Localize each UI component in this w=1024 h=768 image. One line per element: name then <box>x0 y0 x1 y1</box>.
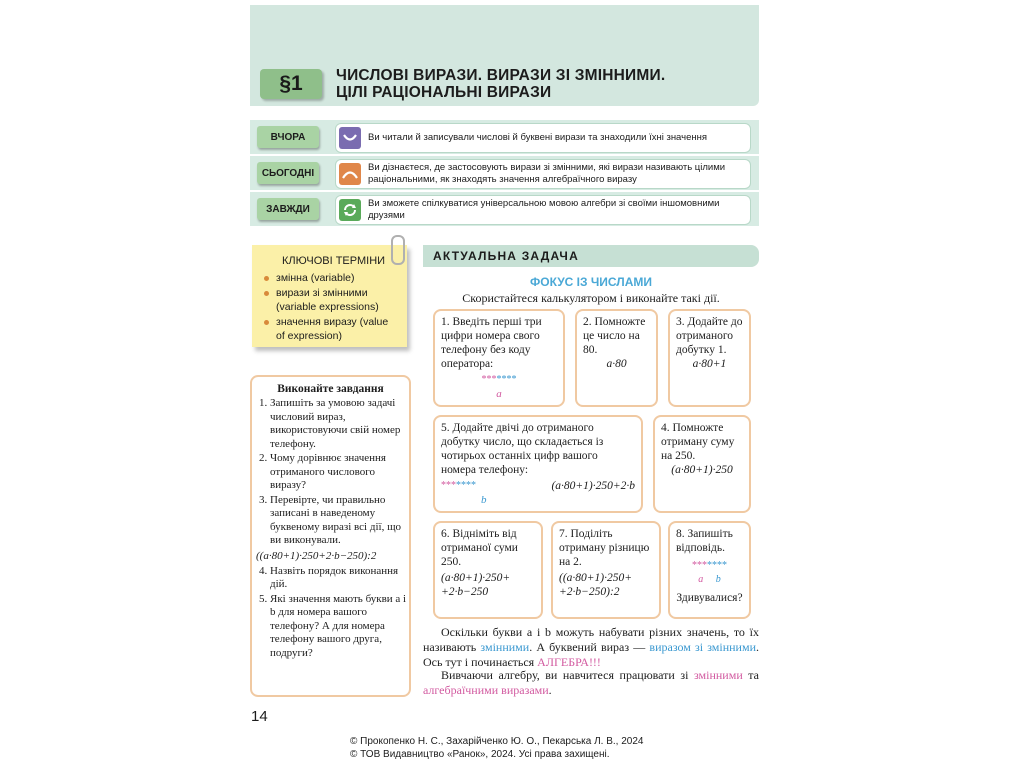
p1-highlight-expression: виразом зі змінними <box>649 640 756 654</box>
yesterday-box <box>335 123 751 153</box>
step-1-stars <box>441 373 557 387</box>
today-box <box>335 159 751 189</box>
paragraph-variables <box>423 625 759 670</box>
section-header <box>250 5 759 106</box>
p2-text-3: . <box>548 683 552 697</box>
page-number: 14 <box>251 708 268 725</box>
always-box <box>335 195 751 225</box>
step-7-expr2: +2·b−250):2 <box>559 586 620 598</box>
textbook-page <box>250 5 760 765</box>
step-8-box <box>668 521 751 619</box>
step-4-text: 4. Помножте отриману суму на 250. <box>661 422 735 462</box>
step-8-vars <box>676 573 743 587</box>
step-4-box <box>653 415 751 513</box>
row-always <box>250 192 759 226</box>
step-5-box <box>433 415 643 513</box>
step-8-question: Здивувалися? <box>676 592 743 604</box>
task-item: 4. Назвіть порядок виконання дій. <box>270 565 409 592</box>
tasks-list-cont <box>252 565 409 661</box>
task-item: 2. Чому дорівнює значення отриманого числового виразу? <box>270 452 409 493</box>
focus-intro: Скористайтеся калькулятором і виконайте такі дії. <box>462 291 720 305</box>
p1-text-2: . А буквений вираз — <box>529 640 650 654</box>
actual-task-header <box>423 245 759 267</box>
focus-title: ФОКУС ІЗ ЧИСЛАМИ <box>530 275 652 289</box>
step-7-text: 7. Поділіть отриману різницю на 2. <box>559 528 650 568</box>
always-text: Ви зможете спілкуватися універсальною мовою алгебри зі своїми іншомовними друзями <box>368 198 720 221</box>
var-b: b <box>715 574 721 585</box>
p2-text-1: Вивчаючи алгебру, ви навчитеся працювати зі <box>441 668 694 682</box>
step-2-expr: a·80 <box>606 358 627 370</box>
section-title <box>336 67 665 101</box>
step-5-text: 5. Додайте двічі до отриманого добутку число, що складається із чотирьох останніх цифр вашого номера телефону: <box>441 422 604 476</box>
step-6-expr2: +2·b−250 <box>441 586 489 598</box>
task-item: 3. Перевірте, чи правильно записані в наведеному буквеному виразі всі дії, що ви виконували. <box>270 494 409 548</box>
stars-rest: **** <box>496 374 517 385</box>
always-button[interactable]: ЗАВЖДИ <box>257 198 319 220</box>
stars-b: **** <box>456 480 476 491</box>
copyright-authors: © Прокопенко Н. С., Захарійченко Ю. О., Пекарська Л. В., 2024 <box>350 736 644 747</box>
section-title-line1: ЧИСЛОВІ ВИРАЗИ. ВИРАЗИ ЗІ ЗМІННИМИ. <box>336 67 666 84</box>
section-title-line2: ЦІЛІ РАЦІОНАЛЬНІ ВИРАЗИ <box>336 84 552 101</box>
p1-highlight-variables: змінними <box>480 640 530 654</box>
step-2-text: 2. Помножте це число на 80. <box>583 316 646 356</box>
tasks-title: Виконайте завдання <box>277 383 384 395</box>
copyright-publisher: © ТОВ Видавництво «Ранок», 2024. Усі права захищені. <box>350 749 610 760</box>
step-2-box <box>575 309 658 407</box>
tasks-box <box>250 375 411 697</box>
step-8-stars <box>676 559 743 573</box>
key-terms-title: КЛЮЧОВІ ТЕРМІНИ <box>282 255 386 267</box>
stars-a: *** <box>692 560 707 571</box>
p1-highlight-algebra: АЛГЕБРА!!! <box>537 655 601 669</box>
p2-highlight-expressions: алгебраїчними виразами <box>423 683 549 697</box>
refresh-icon <box>339 199 361 221</box>
tasks-formula: ((a·80+1)·250+2·b−250):2 <box>256 549 377 562</box>
task-item: 1. Запишіть за умовою задачі числовий вираз, використовуючи свій номер телефону. <box>270 397 409 451</box>
step-7-box <box>551 521 661 619</box>
row-today <box>250 156 759 190</box>
stars-b: **** <box>707 560 727 571</box>
step-1-box <box>433 309 565 407</box>
step-3-expr: a·80+1 <box>692 358 727 370</box>
key-terms-note <box>252 245 407 347</box>
key-term-item: змінна (variable) <box>262 271 396 286</box>
step-4-expr: (a·80+1)·250 <box>671 464 733 476</box>
arc-icon <box>339 163 361 185</box>
p1-text-1: Оскільки букви a і b можуть набувати різних значень, то їх називають <box>423 625 759 654</box>
p2-text-2: та <box>742 668 759 682</box>
key-term-item: значення виразу (value of expression) <box>262 315 396 344</box>
stars-a: *** <box>481 374 497 385</box>
stars-rest: *** <box>441 480 456 491</box>
step-5-stars <box>441 479 476 493</box>
tasks-list <box>252 397 409 548</box>
var-a: a <box>496 388 502 400</box>
smile-icon <box>339 127 361 149</box>
p1-text-3: . Ось тут і починається <box>423 640 759 669</box>
step-6-box <box>433 521 543 619</box>
step-3-box <box>668 309 751 407</box>
today-text: Ви дізнаєтеся, де застосовують вирази зі змінними, які вирази називають цілими раціональними, як знаходять значення алгебраїчного виразу <box>368 162 726 185</box>
step-7-expr1: ((a·80+1)·250+ <box>559 572 633 584</box>
today-button[interactable]: СЬОГОДНІ <box>257 162 319 184</box>
key-term-item: вирази зі змінними (variable expressions) <box>262 286 396 315</box>
key-terms-list <box>262 271 396 344</box>
step-8-text: 8. Запишіть відповідь. <box>676 528 733 554</box>
step-3-text: 3. Додайте до отриманого добутку 1. <box>676 316 743 356</box>
var-b: b <box>481 494 487 506</box>
actual-task-title: АКТУАЛЬНА ЗАДАЧА <box>433 249 579 263</box>
step-5-expr: (a·80+1)·250+2·b <box>551 480 635 492</box>
p2-highlight-variables: змінними <box>693 668 743 682</box>
paragraph-algebra <box>423 668 759 698</box>
paragraph-badge: §1 <box>260 69 322 99</box>
task-item: 5. Які значення мають букви a і b для номера вашого телефону? А для номера телефону вашого друга, подруги? <box>270 593 409 661</box>
row-yesterday <box>250 120 759 154</box>
yesterday-button[interactable]: ВЧОРА <box>257 126 319 148</box>
paperclip-icon <box>391 235 405 265</box>
var-a: a <box>698 574 704 585</box>
step-6-text: 6. Відніміть від отриманої суми 250. <box>441 528 518 568</box>
step-6-expr1: (a·80+1)·250+ <box>441 572 511 584</box>
step-1-text: 1. Введіть перші три цифри номера свого телефону без коду оператора: <box>441 316 542 370</box>
yesterday-text: Ви читали й записували числові й буквені вирази та знаходили їхні значення <box>368 132 708 143</box>
